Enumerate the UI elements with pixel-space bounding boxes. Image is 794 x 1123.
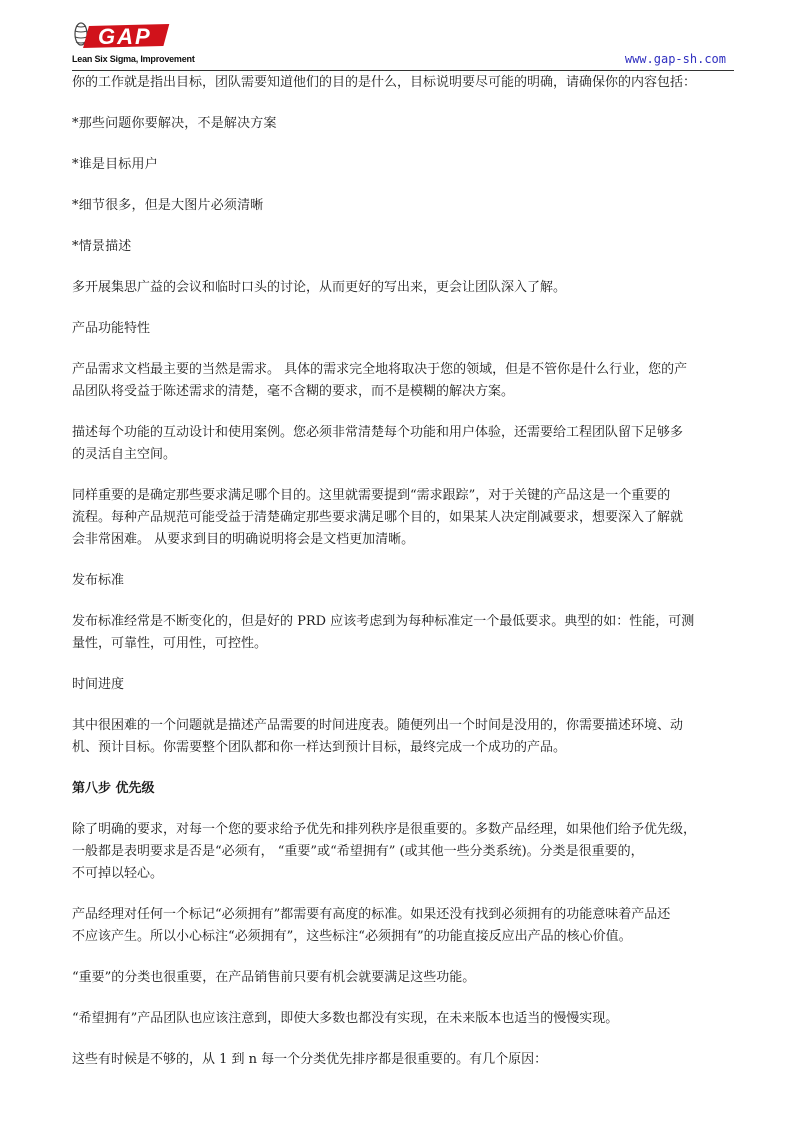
features-paragraph-line: 同样重要的是确定那些要求满足哪个目的。这里就需要提到“需求跟踪”，对于关键的产品这是一个重要的 bbox=[72, 488, 671, 503]
features-paragraph-line: 的灵活自主空间。 bbox=[72, 447, 177, 462]
must-have-paragraph-line: 产品经理对任何一个标记“必须拥有”都需要有高度的标准。如果还没有找到必须拥有的功能意味着产品还 bbox=[72, 907, 671, 922]
document-body bbox=[72, 72, 736, 1071]
release-paragraph-line: 发布标准经常是不断变化的，但是好的 PRD 应该考虑到为每种标准定一个最低要求。典型的如：性能，可测 bbox=[72, 614, 695, 629]
logo-tagline: Lean Six Sigma, Improvement bbox=[72, 54, 195, 64]
site-url-link[interactable]: www.gap-sh.com bbox=[624, 52, 726, 66]
priority-paragraph-line: 一般都是表明要求是否是“必须有， “重要”或“希望拥有” (或其他一些分类系统)。分类是很重要的， bbox=[72, 844, 644, 859]
must-have-paragraph-line: 不应该产生。所以小心标注“必须拥有”，这些标注“必须拥有”的功能直接反应出产品的核心价值。 bbox=[72, 929, 632, 944]
intro-paragraph: 你的工作就是指出目标，团队需要知道他们的目的是什么，目标说明要尽可能的明确，请确保你的内容包括： bbox=[72, 75, 697, 90]
features-paragraph-line: 流程。每种产品规范可能受益于清楚确定那些要求满足哪个目的，如果某人决定削减要求，想要深入了解就 bbox=[72, 510, 684, 525]
section-heading-release: 发布标准 bbox=[72, 573, 125, 588]
page-header bbox=[72, 20, 734, 71]
discussion-paragraph: 多开展集思广益的会议和临时口头的讨论，从而更好的写出来，更会让团队深入了解。 bbox=[72, 280, 567, 295]
schedule-paragraph-line: 机、预计目标。你需要整个团队都和你一样达到预计目标，最终完成一个成功的产品。 bbox=[72, 740, 567, 755]
release-paragraph-line: 量性，可靠性，可用性，可控性。 bbox=[72, 636, 268, 651]
schedule-paragraph-line: 其中很困难的一个问题就是描述产品需要的时间进度表。随便列出一个时间是没用的，你需要描述环境、动 bbox=[72, 718, 684, 733]
bullet-scenarios: *情景描述 bbox=[72, 239, 132, 254]
wish-paragraph: “希望拥有”产品团队也应该注意到，即使大多数也都没有实现，在未来版本也适当的慢慢实现。 bbox=[72, 1011, 619, 1026]
priority-paragraph-line: 不可掉以轻心。 bbox=[72, 866, 164, 881]
features-paragraph-line: 会非常困难。 从要求到目的明确说明将会是文档更加清晰。 bbox=[72, 532, 415, 547]
bullet-target-users: *谁是目标用户 bbox=[72, 157, 158, 172]
section-heading-step8: 第八步 优先级 bbox=[72, 781, 155, 796]
ranking-paragraph: 这些有时候是不够的，从 1 到 n 每一个分类优先排序都是很重要的。有几个原因： bbox=[72, 1052, 548, 1067]
bullet-details: *细节很多，但是大图片必须清晰 bbox=[72, 198, 264, 213]
features-paragraph-line: 描述每个功能的互动设计和使用案例。您必须非常清楚每个功能和用户体验，还需要给工程团队留下足够多 bbox=[72, 425, 684, 440]
features-paragraph-line: 品团队将受益于陈述需求的清楚，毫不含糊的要求，而不是模糊的解决方案。 bbox=[72, 384, 515, 399]
important-paragraph: “重要”的分类也很重要，在产品销售前只要有机会就要满足这些功能。 bbox=[72, 970, 476, 985]
svg-text:GAP: GAP bbox=[98, 24, 152, 49]
features-paragraph-line: 产品需求文档最主要的当然是需求。 具体的需求完全地将取决于您的领域，但是不管你是什么行业，您的产 bbox=[72, 362, 688, 377]
section-heading-schedule: 时间进度 bbox=[72, 677, 125, 692]
section-heading-features: 产品功能特性 bbox=[72, 321, 151, 336]
priority-paragraph-line: 除了明确的要求，对每一个您的要求给予优先和排列秩序是很重要的。多数产品经理，如果他们给予优先级， bbox=[72, 822, 697, 837]
bullet-problems: *那些问题你要解决，不是解决方案 bbox=[72, 116, 277, 131]
